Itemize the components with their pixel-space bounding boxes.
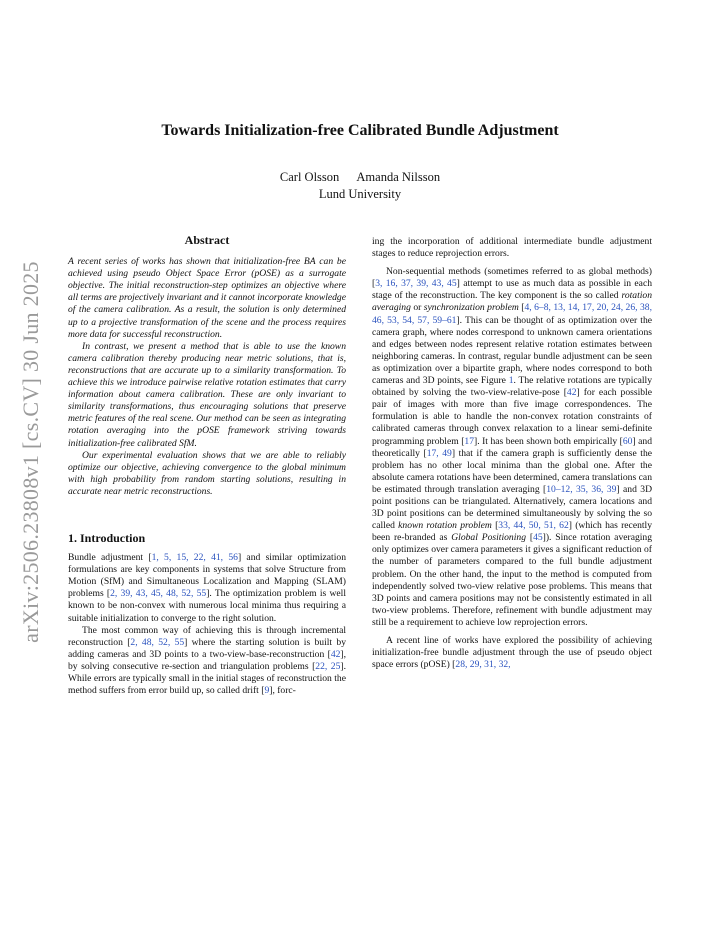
abstract-heading: Abstract [184, 233, 230, 247]
body-paragraph: Non-sequential methods (sometimes referred to as global methods) [3, 16, 37, 39, 43, 45] attempt to use as much data as possible in each stage of the reconstruction. The key component is the so called rotation averaging or synchronization problem [4, 6–8, 13, 14, 17, 20, 24, 26, 38, 46, 53, 54, 57, 59–61]. This can be thought of as optimization over the camera graph, where nodes correspond to unknown camera orientations and edges between nodes represent relative rotation estimates between neighboring cameras. In contrast, regular bundle adjustment can be seen as optimization over a bipartite graph, where nodes correspond to both cameras and 3D points, see Figure 1. The relative rotations are typically obtained by solving the two-view-relative-pose [42] for each possible pair of images with more than five image correspondences. The formulation is able to handle the non-convex rotation constraints of calibrated cameras through convex relaxation to a linear semi-definite programming problem [17]. It has been shown both empirically [60] and theoretically [17, 49] that if the camera graph is sufficiently dense the problem has no other local minima than the global one. After the absolute camera rotations have been determined, camera translations can be estimated through translation averaging [10–12, 35, 36, 39] and 3D point positions can be triangulated. Alternatively, camera locations and 3D point positions can be determined simultaneously by solving the so called known rotation problem [33, 44, 50, 51, 62] (which has recently been re-branded as Global Positioning [45]). Since rotation averaging only optimizes over camera parameters it gives a significant reduction of the number of parameters compared to the full bundle adjustment problem. On the other hand, the input to the method is computed from independently solved two-view relative pose problems. This means that 3D points and camera positions may not be consistently estimated in all two-view problems. Therefore, refinement with bundle adjustment may still be a requirement to achieve low reprojection errors. [372, 266, 653, 628]
affiliation: Lund University [318, 187, 402, 201]
citation-link[interactable]: 17 [464, 435, 474, 447]
citation-link[interactable]: 42 [330, 648, 341, 660]
citation-link[interactable]: 3, 16, 37, 39, 43, 45 [375, 278, 457, 290]
arxiv-identifier: arXiv:2506.23808v1 [cs.CV] 30 Jun 2025 [18, 261, 43, 643]
abstract [68, 234, 346, 498]
abstract-paragraph: In contrast, we present a method that is able to use the known camera calibration thereby producing near metric solutions, that is, reconstructions that are accurate up to a similarity transformation. To achieve this we introduce pairwise relative rotation estimates that carry information about camera calibration. These are only invariant to similarity transformations, thus encouraging solutions that preserve metric features of the real scene. Our method can be seen as integrating rotation averaging into the pOSE framework striving towards initialization-free calibrated SfM. [68, 340, 346, 449]
author-list [0, 170, 720, 185]
body-paragraph: Bundle adjustment [1, 5, 15, 22, 41, 56] and similar optimization formulations are key components in systems that solve Structure from Motion (SfM) and Simultaneous Localization and Mapping (SLAM) problems [2, 39, 43, 45, 48, 52, 55]. The optimization problem is well known to be non-convex with numerous local minima thus requiring a suitable initialization to converge to the right solution. [68, 552, 346, 624]
abstract-paragraph: Our experimental evaluation shows that we are able to reliably optimize our objective, achieving convergence to the global minimum with high probability from random starting solutions, resulting in accurate near metric reconstructions. [68, 449, 346, 497]
citation-link[interactable]: 33, 44, 50, 51, 62 [498, 520, 569, 532]
citation-link[interactable]: 9 [264, 685, 270, 697]
citation-link[interactable]: 10–12, 35, 36, 39 [546, 483, 617, 495]
arxiv-watermark [14, 262, 48, 642]
citation-link[interactable]: 2, 39, 43, 45, 48, 52, 55 [110, 588, 207, 600]
citation-link[interactable]: 22, 25 [315, 660, 341, 672]
citation-link[interactable]: 60 [622, 435, 633, 447]
abstract-paragraph: A recent series of works has shown that initialization-free BA can be achieved using pseudo Object Space Error (pOSE) as a surrogate objective. The initial reconstruction-step optimizes an objective where all terms are projectively invariant and it cannot incorporate knowledge of the camera calibration. As a result, the solution is only determined up to a projective transformation of the scene and the process requires more data for successful reconstruction. [68, 256, 346, 340]
body-paragraph: A recent line of works have explored the possibility of achieving initialization-free bundle adjustment through the use of pseudo object space errors (pOSE) [28, 29, 31, 32, [372, 635, 652, 671]
citation-link[interactable]: 2, 48, 52, 55 [130, 636, 185, 648]
section-heading: 1. Introduction [68, 530, 146, 545]
figure-reference-link[interactable]: 1 [508, 375, 514, 387]
citation-link[interactable]: 4, 6–8, 13, 14, 17, 20, 24, 26, 38, 46, 53, 54, 57, 59–61 [372, 302, 652, 326]
left-column [68, 234, 346, 697]
author-name: Carl Olsson [279, 170, 340, 184]
citation-link[interactable]: 28, 29, 31, 32, [455, 659, 511, 671]
citation-link[interactable]: 17, 49 [426, 447, 452, 459]
paper-title: Towards Initialization-free Calibrated Bundle Adjustment [161, 122, 559, 139]
body-paragraph: ing the incorporation of additional intermediate bundle adjustment stages to reduce reprojection errors. [372, 236, 652, 260]
right-column [372, 236, 652, 677]
citation-link[interactable]: 45 [533, 532, 543, 544]
body-paragraph: The most common way of achieving this is through incremental reconstruction [2, 48, 52, 55] where the starting solution is built by adding cameras and 3D points to a two-view-base-reconstruction [42], by solving consecutive re-section and triangulation problems [22, 25]. While errors are typically small in the initial stages of reconstruction the method suffers from error build up, so called drift [9], forc- [68, 624, 347, 697]
citation-link[interactable]: 42 [566, 387, 577, 399]
citation-link[interactable]: 1, 5, 15, 22, 41, 56 [151, 552, 238, 564]
author-name: Amanda Nilsson [356, 170, 441, 184]
